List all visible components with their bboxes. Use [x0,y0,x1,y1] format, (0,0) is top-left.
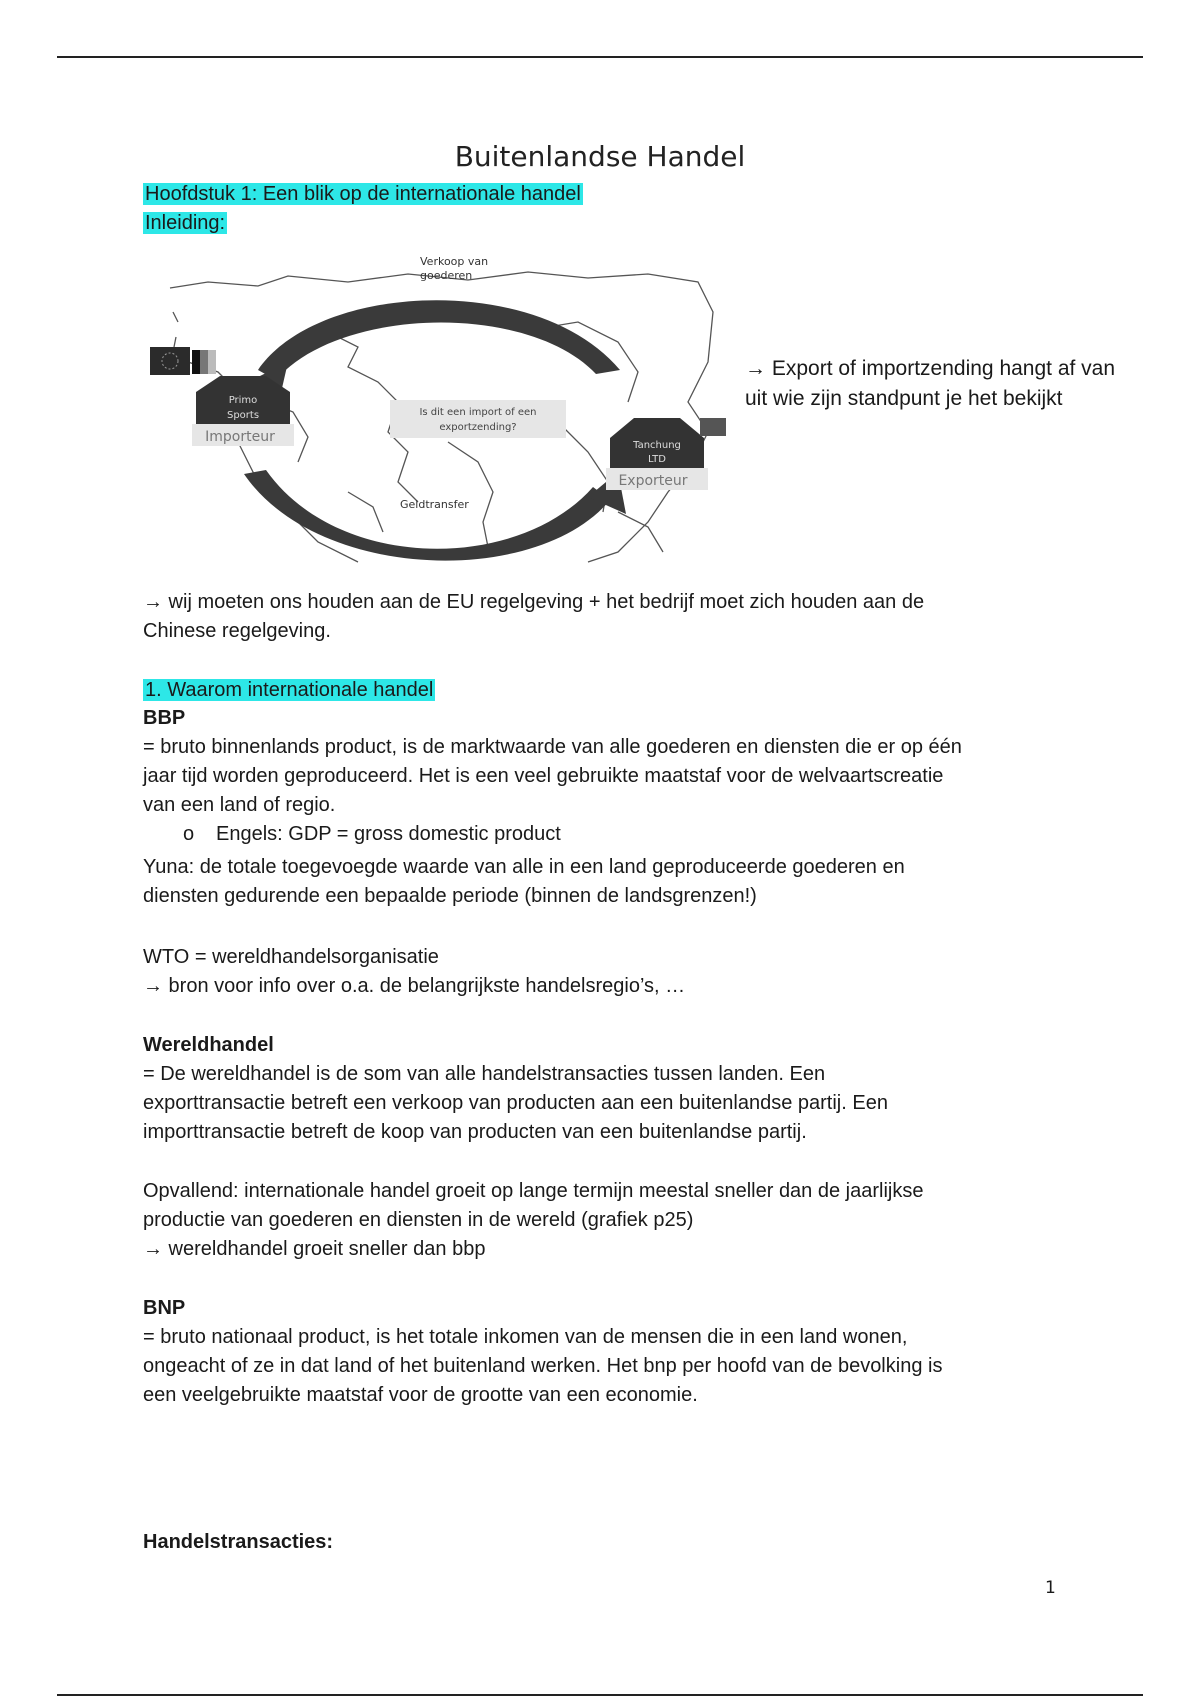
footer-rule [57,1694,1143,1696]
question-line1: Is dit een import of een [419,407,537,418]
document-title: Buitenlandse Handel [454,140,746,173]
goods-label-line1: Verkoop van [420,255,489,268]
wereldhandel-line1: = De wereldhandel is de som van alle handelstransacties tussen landen. Een [143,1063,826,1085]
bullet-marker: o [183,823,195,845]
question-line2: exportzending? [439,422,517,433]
wto-line2: → bron voor info over o.a. de belangrijkste handelsregio’s, … [143,975,686,997]
intro-heading [143,209,227,238]
importer-name-line1: Primo [228,395,258,406]
exporter-name-line1: Tanchung [633,440,681,451]
importer-role-label: Importeur [205,429,275,445]
goods-label-line2: goederen [420,269,473,282]
wereldhandel-line3: importtransactie betreft de koop van producten van een buitenlandse partij. [143,1121,807,1143]
bbp-term: BBP [143,707,186,729]
importer-name-line2: Sports [226,410,260,421]
exporter-role-label: Exporteur [618,473,688,489]
yuna-line1: Yuna: de totale toegevoegde waarde van alle in een land geproduceerde goederen en [143,856,905,878]
wereldhandel-term: Wereldhandel [143,1034,274,1056]
money-flow-arrow [244,470,610,561]
wto-line1: WTO = wereldhandelsorganisatie [143,946,439,968]
section1-heading-text: 1. Waarom internationale handel [145,679,434,701]
side-note: → Export of importzending hangt af van uit wie zijn standpunt je het bekijkt [745,357,1116,410]
bnp-line3: een veelgebruikte maatstaf voor de grootte van een economie. [143,1384,698,1406]
handelstransacties-heading: Handelstransacties: [143,1531,334,1553]
bbp-line2: jaar tijd worden geproduceerd. Het is een veel gebruikte maatstaf voor de welvaartscreatie [143,765,944,787]
opvallend-line2: productie van goederen en diensten in de wereld (grafiek p25) [143,1209,694,1231]
regulation-line1: → wij moeten ons houden aan de EU regelgeving + het bedrijf moet zich houden aan de [143,591,925,613]
chinese-flag-icon [700,418,726,436]
chapter-heading-text: Hoofdstuk 1: Een blik op de internationale handel [145,183,581,205]
money-label: Geldtransfer [400,498,469,511]
section1-heading [143,676,435,705]
bnp-line1: = bruto nationaal product, is het totale inkomen van de mensen die in een land wonen, [143,1326,908,1348]
header-rule [57,56,1143,58]
wereldhandel-line2: exporttransactie betreft een verkoop van producten aan een buitenlandse partij. Een [143,1092,888,1114]
intro-heading-text: Inleiding: [145,212,226,234]
bbp-line1: = bruto binnenlands product, is de marktwaarde van alle goederen en diensten die er op één [143,736,962,758]
bbp-bullet-text: Engels: GDP = gross domestic product [216,823,561,845]
opvallend-line3: → wereldhandel groeit sneller dan bbp [143,1238,486,1260]
bnp-term: BNP [143,1297,186,1319]
chapter-heading [143,180,583,209]
opvallend-line1: Opvallend: internationale handel groeit op lange termijn meestal sneller dan de jaarlijkse [143,1180,924,1202]
regulation-line2: Chinese regelgeving. [143,620,331,642]
page-number: 1 [1045,1578,1056,1598]
goods-flow-arrow [258,300,620,380]
yuna-line2: diensten gedurende een bepaalde periode (binnen de landsgrenzen!) [143,885,757,907]
trade-flow-figure [148,252,728,570]
eu-flag-icon [150,347,190,375]
bnp-line2: ongeacht of ze in dat land of het buitenland werken. Het bnp per hoofd van de bevolking is [143,1355,943,1377]
exporter-name-line2: LTD [647,454,667,465]
bbp-line3: van een land of regio. [143,794,336,816]
